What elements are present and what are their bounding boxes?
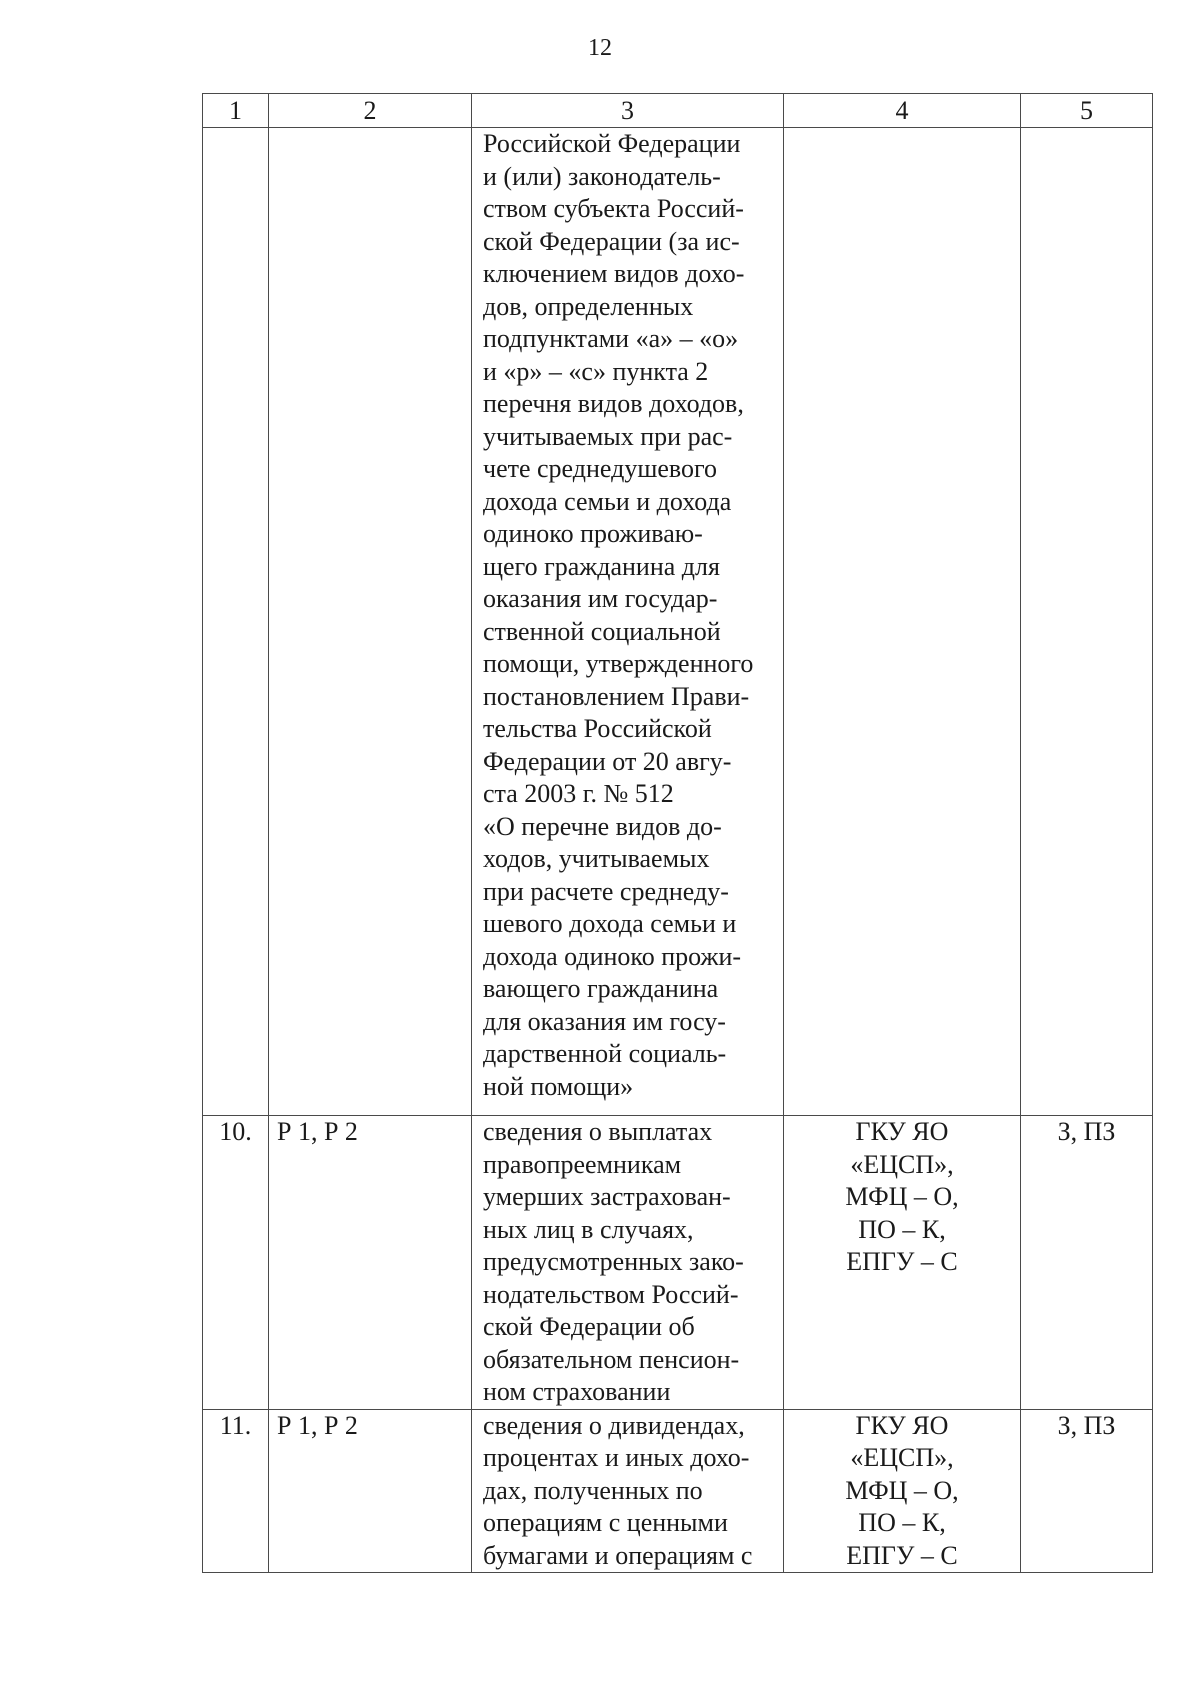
- cell-text-line: ГКУ ЯО: [855, 1410, 949, 1440]
- cell-text-line: постановлением Прави-: [483, 681, 750, 711]
- cell-text-line: сведения о выплатах: [483, 1117, 713, 1146]
- cell-text-line: ПО – К,: [858, 1508, 946, 1537]
- cell-text-line: ной помощи»: [483, 1071, 634, 1101]
- cell-text-line: оказания им государ-: [483, 584, 718, 613]
- description-cell: [472, 1116, 784, 1410]
- cell-text-line: и (или) законодатель-: [483, 161, 721, 191]
- description-cell: [472, 128, 784, 1116]
- cell-text-line: помощи, утвержденного: [483, 649, 754, 678]
- cell-text-line: тельства Российской: [483, 714, 712, 743]
- cell-text-line: умерших застрахован-: [483, 1182, 731, 1211]
- cell-text-line: ных лиц в случаях,: [483, 1214, 694, 1244]
- column-number-5: 5: [1021, 94, 1153, 128]
- cell-text-line: дохода одиноко прожи-: [483, 941, 742, 971]
- cell-text-line: сведения о дивидендах,: [483, 1410, 745, 1440]
- cell-text-line: для оказания им госу-: [483, 1006, 726, 1036]
- organization-cell: [784, 128, 1021, 1116]
- table-row: [203, 1409, 1153, 1573]
- table-row: [203, 1116, 1153, 1410]
- cell-text-line: одиноко проживаю-: [483, 519, 703, 548]
- cell-text-line: ста 2003 г. № 512: [483, 779, 674, 808]
- cell-text-line: ственной социальной: [483, 616, 721, 646]
- cell-text-line: «ЕЦСП»,: [850, 1149, 954, 1179]
- cell-text-line: ской Федерации (за ис-: [483, 226, 740, 256]
- description-cell: [472, 1409, 784, 1573]
- cell-text-line: операциям с ценными: [483, 1508, 728, 1537]
- cell-text-line: «О перечне видов до-: [483, 811, 722, 841]
- cell-text-line: перечня видов доходов,: [483, 389, 744, 418]
- cell-text-line: чете среднедушевого: [483, 454, 717, 483]
- cell-text-line: ством субъекта Россий-: [483, 194, 744, 223]
- cell-text-line: обязательном пенсион-: [483, 1344, 740, 1374]
- cell-text-line: бумагами и операциям с: [483, 1540, 753, 1570]
- cell-text-line: и «р» – «с» пункта 2: [483, 356, 709, 386]
- cell-text-line: предусмотренных зако-: [483, 1247, 744, 1276]
- cell-text-line: дах, полученных по: [483, 1475, 703, 1505]
- cell-text-line: дохода семьи и дохода: [483, 486, 732, 516]
- cell-text-line: подпунктами «а» – «о»: [483, 324, 739, 353]
- cell-text-line: вающего гражданина: [483, 974, 719, 1003]
- cell-text-line: при расчете среднеду-: [483, 876, 729, 906]
- row-number-cell: 10.: [203, 1116, 269, 1410]
- cell-text-line: МФЦ – О,: [845, 1475, 959, 1505]
- cell-text-line: щего гражданина для: [483, 551, 720, 581]
- cell-text-line: МФЦ – О,: [845, 1182, 959, 1211]
- cell-text-line: ПО – К,: [858, 1214, 946, 1244]
- cell-text-line: шевого дохода семьи и: [483, 909, 737, 938]
- registry-cell: Р 1, Р 2: [269, 1409, 472, 1573]
- cell-text-line: ской Федерации об: [483, 1312, 695, 1341]
- cell-text-line: нодательством Россий-: [483, 1279, 739, 1309]
- cell-text-line: правопреемникам: [483, 1149, 682, 1179]
- cell-text-line: ключением видов дохо-: [483, 259, 745, 288]
- row-number-cell: [203, 128, 269, 1116]
- page-number: 12: [588, 35, 612, 61]
- table-row: [203, 128, 1153, 1116]
- cell-text-line: процентах и иных дохо-: [483, 1443, 750, 1472]
- code-cell: З, ПЗ: [1021, 1116, 1153, 1410]
- organization-cell: [784, 1409, 1021, 1573]
- column-number-3: 3: [472, 94, 784, 128]
- registry-cell: Р 1, Р 2: [269, 1116, 472, 1410]
- table-header-row: [203, 94, 1153, 128]
- cell-text-line: ЕПГУ – С: [846, 1540, 958, 1570]
- cell-text-line: ЕПГУ – С: [846, 1247, 958, 1276]
- cell-text-line: ГКУ ЯО: [855, 1117, 949, 1146]
- registry-cell: [269, 128, 472, 1116]
- cell-text-line: «ЕЦСП»,: [850, 1443, 954, 1472]
- column-number-2: 2: [269, 94, 472, 128]
- document-table: [202, 93, 1153, 1573]
- cell-text-line: дарственной социаль-: [483, 1039, 727, 1068]
- column-number-4: 4: [784, 94, 1021, 128]
- cell-text-line: Российской Федерации: [483, 129, 741, 158]
- cell-text-line: ходов, учитываемых: [483, 844, 710, 873]
- code-cell: [1021, 128, 1153, 1116]
- organization-cell: [784, 1116, 1021, 1410]
- cell-text-line: ном страховании: [483, 1377, 671, 1406]
- cell-text-line: учитываемых при рас-: [483, 421, 733, 451]
- cell-text-line: дов, определенных: [483, 291, 694, 321]
- code-cell: З, ПЗ: [1021, 1409, 1153, 1573]
- row-number-cell: 11.: [203, 1409, 269, 1573]
- cell-text-line: Федерации от 20 авгу-: [483, 746, 732, 776]
- column-number-1: 1: [203, 94, 269, 128]
